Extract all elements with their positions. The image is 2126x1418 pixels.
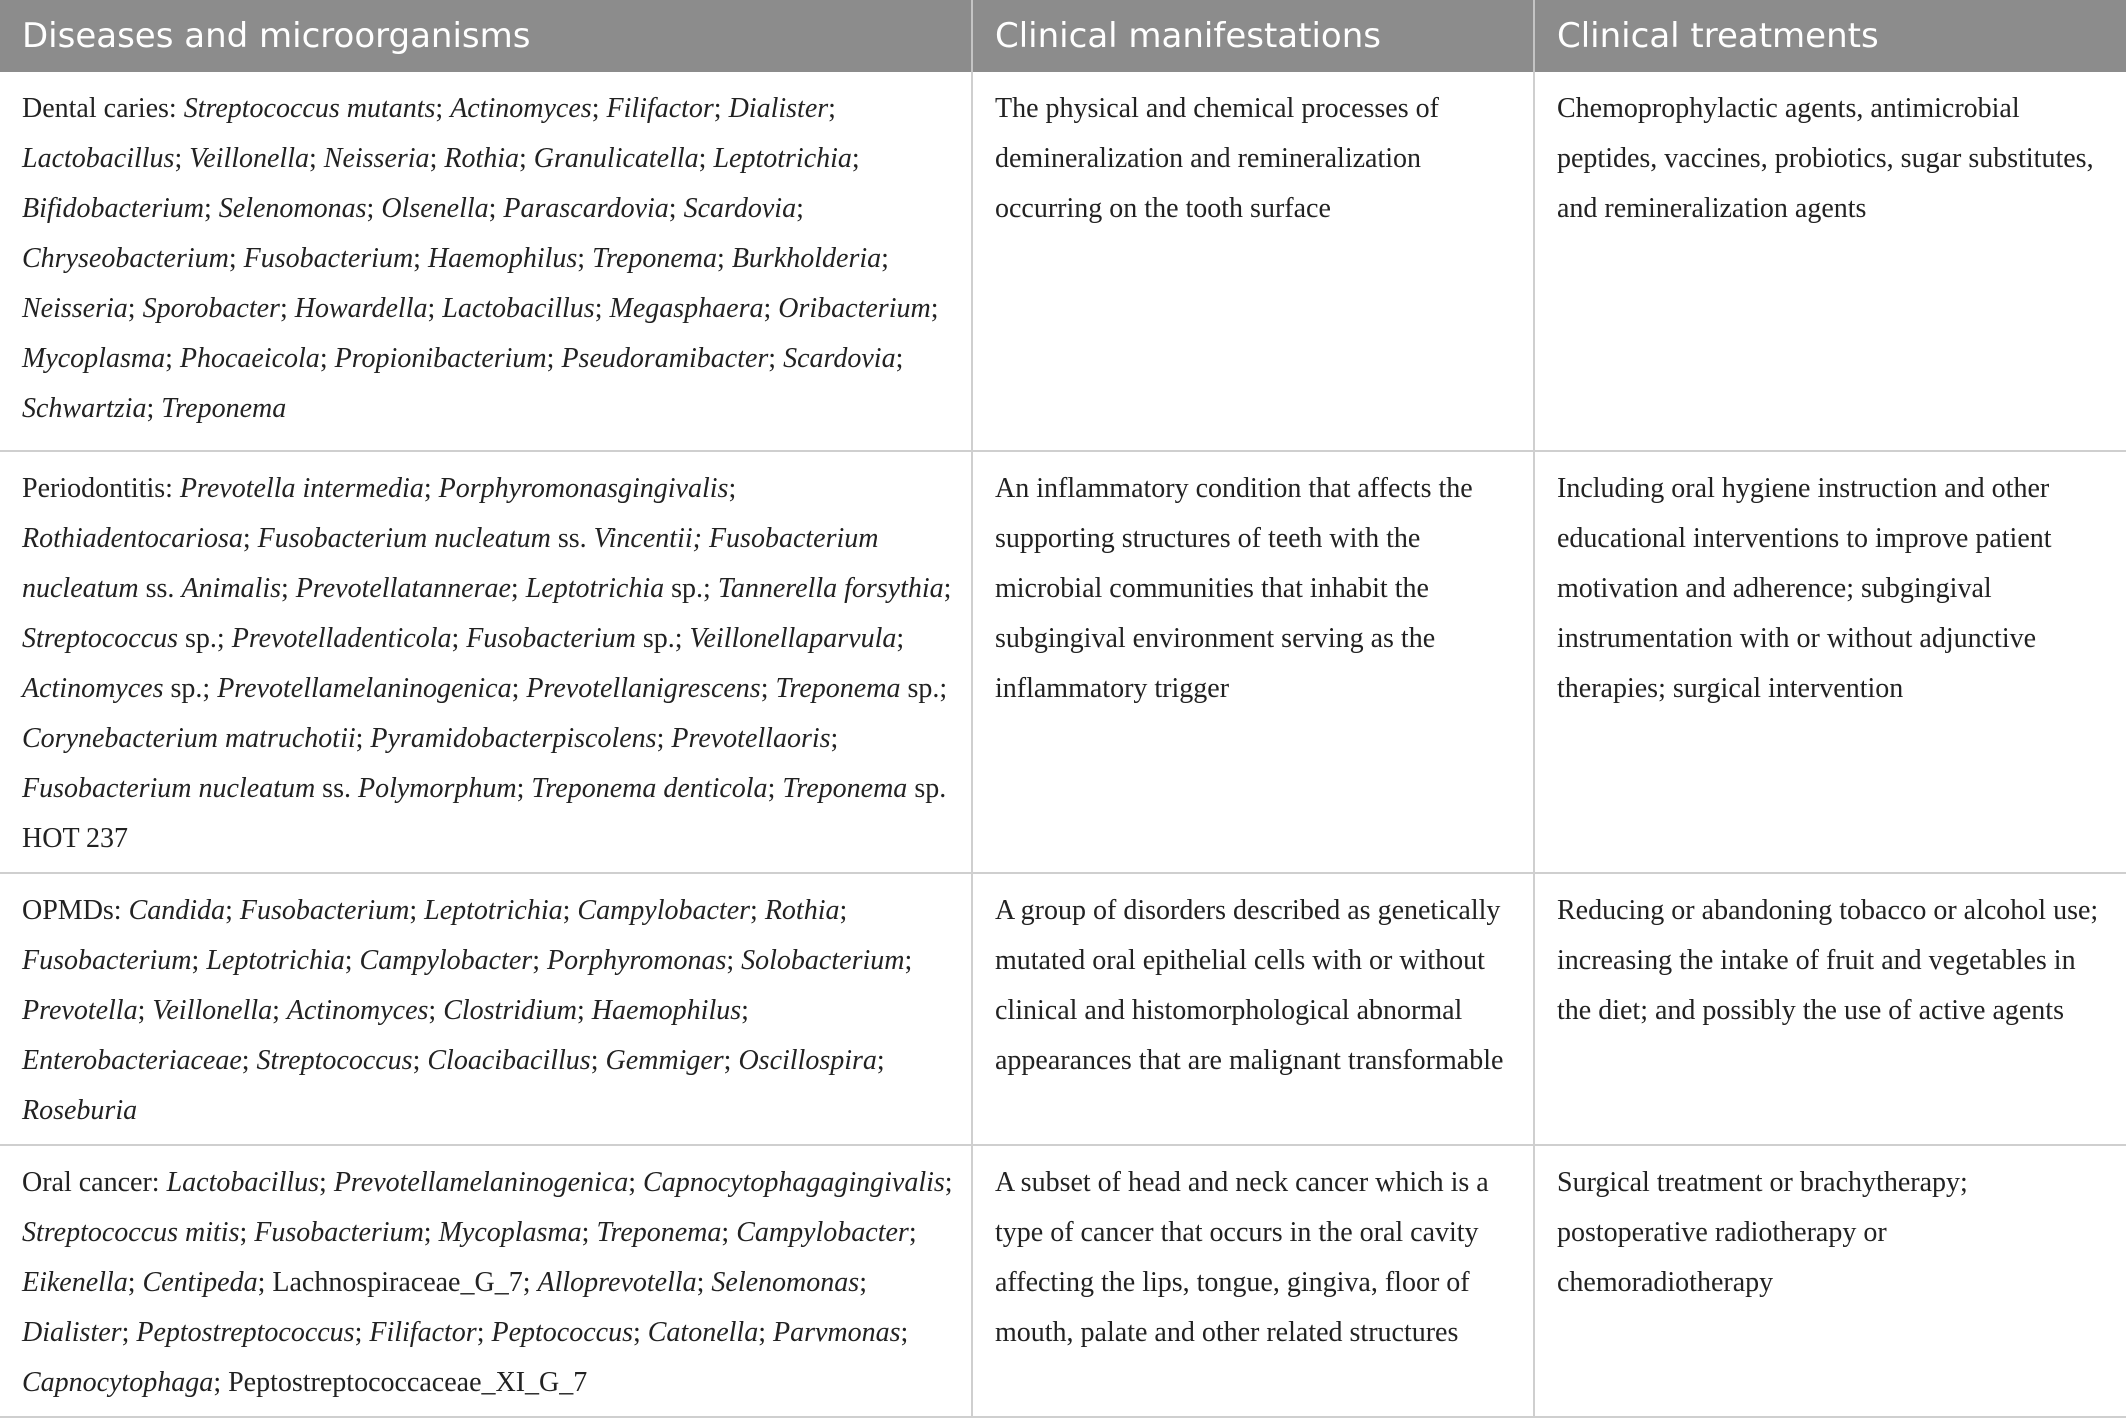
treatment-cell: Surgical treatment or brachytherapy; postoperative radiotherapy or chemoradiotherapy [1534,1145,2126,1417]
organism-text: ; [591,93,607,124]
organism-text: Leptotrichia [424,895,563,926]
disease-name: Oral cancer: [22,1167,160,1198]
organism-text: Gemmiger [605,1045,724,1076]
organism-text: Alloprevotella [537,1267,697,1298]
organism-text: Parascardovia [503,193,669,224]
disease-name: OPMDs: [22,895,122,926]
organism-text: ; [319,1167,334,1198]
organism-text: Granulicatella [533,143,699,174]
organism-text: ; [319,343,335,374]
organism-text: Filifactor [369,1317,477,1348]
organism-text: Candida [128,895,226,926]
organism-text: Prevotella [22,995,138,1026]
organism-text: ; Lachnospiraceae_G_7; [257,1267,538,1298]
organism-text: ; [900,1317,909,1348]
treatment-cell: Including oral hygiene instruction and other educational interventions to improve patient motivation and adherence; subgingival instrumentation with or without adjunctive therapies; surgical intervention [1534,451,2126,873]
organism-text: Veillonella [189,143,309,174]
organism-text: Leptotrichia [525,573,665,604]
organism-text: ; [225,895,240,926]
organism-text: Veillonellaparvula [689,623,897,654]
organism-text: ; [768,343,784,374]
organism-text: ; [451,623,467,654]
organism-text: ; [127,1267,143,1298]
organism-text: ; [726,945,742,976]
table-row [0,873,2126,1145]
organism-text: Animalis [181,573,281,604]
organism-text: ; [698,143,714,174]
organism-text: ss. [550,523,594,554]
organism-text: ss. [138,573,182,604]
organism-text: Actinomyces [286,995,429,1026]
organism-text: Prevotellanigrescens [526,673,761,704]
organism-text: Campylobacter [577,895,751,926]
organism-text: Bifidobacterium [22,193,204,224]
organism-text: Prevotella intermedia [179,473,424,504]
organism-text: Peptostreptococcus [136,1317,355,1348]
organism-text: ; [428,995,444,1026]
organism-text: Prevotellatannerae [295,573,511,604]
treatment-cell: Reducing or abandoning tobacco or alcohol use; increasing the intake of fruit and vegetables in the diet; and possibly the use of active agents [1534,873,2126,1145]
organism-text: Leptotrichia [713,143,852,174]
organism-text: ; [191,945,207,976]
organism-text: ; [409,895,425,926]
organism-text: Catonella [647,1317,759,1348]
organism-text: ; [354,1317,370,1348]
organism-text: ; [839,895,848,926]
organism-text: sp.; [664,573,718,604]
column-header-diseases: Diseases and microorganisms [0,0,972,72]
organism-text: Chryseobacterium [22,243,229,274]
organism-text: ; [577,243,593,274]
organism-text: Enterobacteriaceae [22,1045,242,1076]
organism-text: ; [904,945,913,976]
organism-text: ; [476,1317,492,1348]
organism-text: ; [944,1167,953,1198]
organism-text: ; [423,1217,439,1248]
organism-text: Oscillospira [738,1045,877,1076]
organism-text: Fusobacterium nucleatum [257,523,551,554]
organism-text: Burkholderia [731,243,882,274]
organism-text: ; [830,723,839,754]
organism-text: ; [581,1217,597,1248]
organism-text: ss. [315,773,358,804]
organism-text: ; [435,93,451,124]
disease-name: Periodontitis: [22,473,173,504]
organism-text: Polymorphum [357,773,517,804]
organism-text: ; [366,193,382,224]
organism-text: Sporobacter [142,293,280,324]
organism-text: ; [427,293,443,324]
organism-text: Eikenella [22,1267,128,1298]
organism-text: Corynebacterium matruchotii [22,723,356,754]
organism-text: ; [174,143,190,174]
organism-text: ; [908,1217,917,1248]
organism-list [22,895,912,1126]
organism-text: Scardovia [783,343,896,374]
organism-text: ; [859,1267,867,1298]
organism-text: Capnocytophagagingivalis [643,1167,945,1198]
table-row [0,451,2126,873]
organism-text: Leptotrichia [206,945,345,976]
organism-text: ; [429,143,445,174]
organism-text: Porphyromonas [546,945,727,976]
organism-text: Prevotellamelaninogenica [217,673,512,704]
organism-text: Veillonella [152,995,273,1026]
organism-text: ; [488,193,504,224]
organism-text: Olsenella [381,193,489,224]
organism-text: ; [165,343,180,374]
organism-text: Treponema [596,1217,722,1248]
organism-text: ; [127,293,143,324]
organism-text: ; [594,293,610,324]
organism-text: Pyramidobacterpiscolens [370,723,657,754]
organism-text: Fusobacterium [22,945,192,976]
organism-text: Fusobacterium [243,243,414,274]
organism-text: Megasphaera [609,293,764,324]
organism-text: ; [758,1317,773,1348]
organism-text: Prevotellaoris [671,723,831,754]
organism-text: ; [876,1045,885,1076]
organism-text: ; [895,343,904,374]
organism-text: ; [281,573,296,604]
organism-text: ; [632,1317,648,1348]
disease-name: Dental caries: [22,93,177,124]
column-header-treatments: Clinical treatments [1534,0,2126,72]
organism-text: Lactobacillus [22,143,175,174]
organism-text: Dialister [22,1317,122,1348]
organism-text: ; [532,945,547,976]
organism-text: ; [717,243,732,274]
organism-text: Treponema denticola [531,773,768,804]
diseases-cell [0,873,972,1145]
organism-text: ; [309,143,324,174]
organism-text: Rothiadentocariosa [22,523,243,554]
organism-text: ; [146,393,162,424]
table-header-row [0,0,2126,72]
organism-text: ; [546,343,562,374]
organism-text: Streptococcus [256,1045,413,1076]
organism-text: sp.; [163,673,218,704]
organism-text: Fusobacterium nucleatum [22,773,316,804]
organism-text: Oribacterium [778,293,931,324]
column-header-manifestations: Clinical manifestations [972,0,1534,72]
organism-text: Tannerella forsythia [717,573,944,604]
organism-text: ; [239,1217,255,1248]
organism-text: ; [413,243,428,274]
organism-text: Treponema [161,393,287,424]
organism-text: Pseudoramibacter [561,343,769,374]
organism-text: ; [344,945,360,976]
organism-text: ; [242,523,258,554]
organism-text: Campylobacter [359,945,533,976]
organism-list [22,1167,953,1398]
organism-text: Lactobacillus [166,1167,320,1198]
organism-text: Selenomonas [711,1267,860,1298]
organism-text: ; [930,293,939,324]
organism-text: ; [510,573,526,604]
organism-text: Mycoplasma [438,1217,582,1248]
organism-text: ; [412,1045,428,1076]
organism-list [22,93,938,424]
organism-text: Vincentii; Fusobacterium nucleatum [22,523,879,604]
organism-text: ; [137,995,153,1026]
organism-text: sp.; [900,673,948,704]
organism-text: Mycoplasma [22,343,166,374]
organism-text: ; [750,895,765,926]
organism-text: ; [121,1317,137,1348]
organism-text: Capnocytophaga [22,1367,214,1398]
organism-text: ; [881,243,889,274]
organism-text: sp. HOT 237 [22,773,947,854]
organism-text: Actinomyces [450,93,592,124]
organism-text: ; [851,143,860,174]
organism-text: ; [763,293,779,324]
organism-text: ; [696,1267,712,1298]
organism-text: ; [272,995,287,1026]
organism-text: Propionibacterium [334,343,547,374]
organism-text: Lactobacillus [442,293,595,324]
organism-text: Fusobacterium [239,895,410,926]
organism-text: Haemophilus [427,243,578,274]
organism-text: Schwartzia [22,393,147,424]
organism-text: Howardella [294,293,428,324]
organism-text: ; Peptostreptococcaceae_XI_G_7 [213,1367,588,1398]
organism-text: Prevotellamelaninogenica [333,1167,629,1198]
organism-text: Prevotelladenticola [231,623,452,654]
organism-text: ; [355,723,371,754]
table-row [0,1145,2126,1417]
organism-text: Centipeda [142,1267,258,1298]
organism-text: ; [760,673,776,704]
organism-text: Neisseria [22,293,128,324]
organism-text: ; [516,773,532,804]
manifestation-cell: An inflammatory condition that affects the supporting structures of teeth with the microbial communities that inhabit the subgingival environment serving as the inflammatory trigger [972,451,1534,873]
table-row [0,72,2126,451]
diseases-cell [0,1145,972,1417]
organism-text: Fusobacterium [254,1217,424,1248]
organism-text: Streptococcus mitis [22,1217,240,1248]
organism-text: Streptococcus mutants [183,93,436,124]
organism-text: Scardovia [683,193,797,224]
organism-text: ; [519,143,534,174]
manifestation-cell: A subset of head and neck cancer which is a type of cancer that occurs in the oral cavity affecting the lips, tongue, gingiva, floor of mouth, palate and other related structures [972,1145,1534,1417]
organism-text: ; [423,473,439,504]
organism-text: Porphyromonasgingivalis [438,473,729,504]
manifestation-cell: The physical and chemical processes of demineralization and remineralization occurring on the tooth surface [972,72,1534,451]
organism-text: Phocaeicola [179,343,320,374]
organism-text: Fusobacterium [466,623,636,654]
diseases-cell [0,451,972,873]
organism-text: Dialister [728,93,829,124]
organism-text: ; [741,995,749,1026]
organism-text: Clostridium [443,995,578,1026]
organism-text: ; [943,573,952,604]
organism-text: Cloacibacillus [427,1045,591,1076]
organism-text: ; [713,93,729,124]
organism-text: Treponema [592,243,718,274]
organism-text: ; [203,193,219,224]
organism-text: Parvmonas [772,1317,901,1348]
organism-text: Treponema [775,673,901,704]
organism-text: Streptococcus [22,623,179,654]
organism-text: Haemophilus [591,995,742,1026]
organism-text: Rothia [444,143,520,174]
organism-text: ; [828,93,836,124]
organism-text: Filifactor [606,93,714,124]
organism-text: Actinomyces [22,673,164,704]
organism-text: ; [511,673,527,704]
organism-text: ; [668,193,684,224]
organism-text: Solobacterium [741,945,905,976]
organism-text: ; [728,473,737,504]
organism-text: Campylobacter [736,1217,909,1248]
organism-text: Peptococcus [491,1317,633,1348]
manifestation-cell: A group of disorders described as genetically mutated oral epithelial cells with or without clinical and histomorphological abnormal appearances that are malignant transformable [972,873,1534,1145]
organism-text: ; [241,1045,257,1076]
organism-text: sp.; [635,623,690,654]
organism-text: ; [896,623,905,654]
organism-text: ; [590,1045,606,1076]
organism-text: ; [577,995,592,1026]
organism-text: Rothia [764,895,840,926]
treatment-cell: Chemoprophylactic agents, antimicrobial peptides, vaccines, probiotics, sugar substitutes, and remineralization agents [1534,72,2126,451]
organism-text: ; [656,723,672,754]
organism-text: ; [562,895,578,926]
organism-text: Neisseria [323,143,430,174]
organism-text: ; [279,293,295,324]
diseases-cell [0,72,972,451]
organism-text: Roseburia [22,1095,138,1126]
organism-text: ; [796,193,804,224]
organism-list [22,473,951,854]
organism-text: sp.; [178,623,232,654]
organism-text: ; [721,1217,737,1248]
organism-text: ; [228,243,244,274]
organism-text: ; [723,1045,739,1076]
organism-text: Treponema [782,773,908,804]
organism-text: Selenomonas [218,193,367,224]
organism-text: ; [628,1167,644,1198]
organism-text: ; [767,773,783,804]
